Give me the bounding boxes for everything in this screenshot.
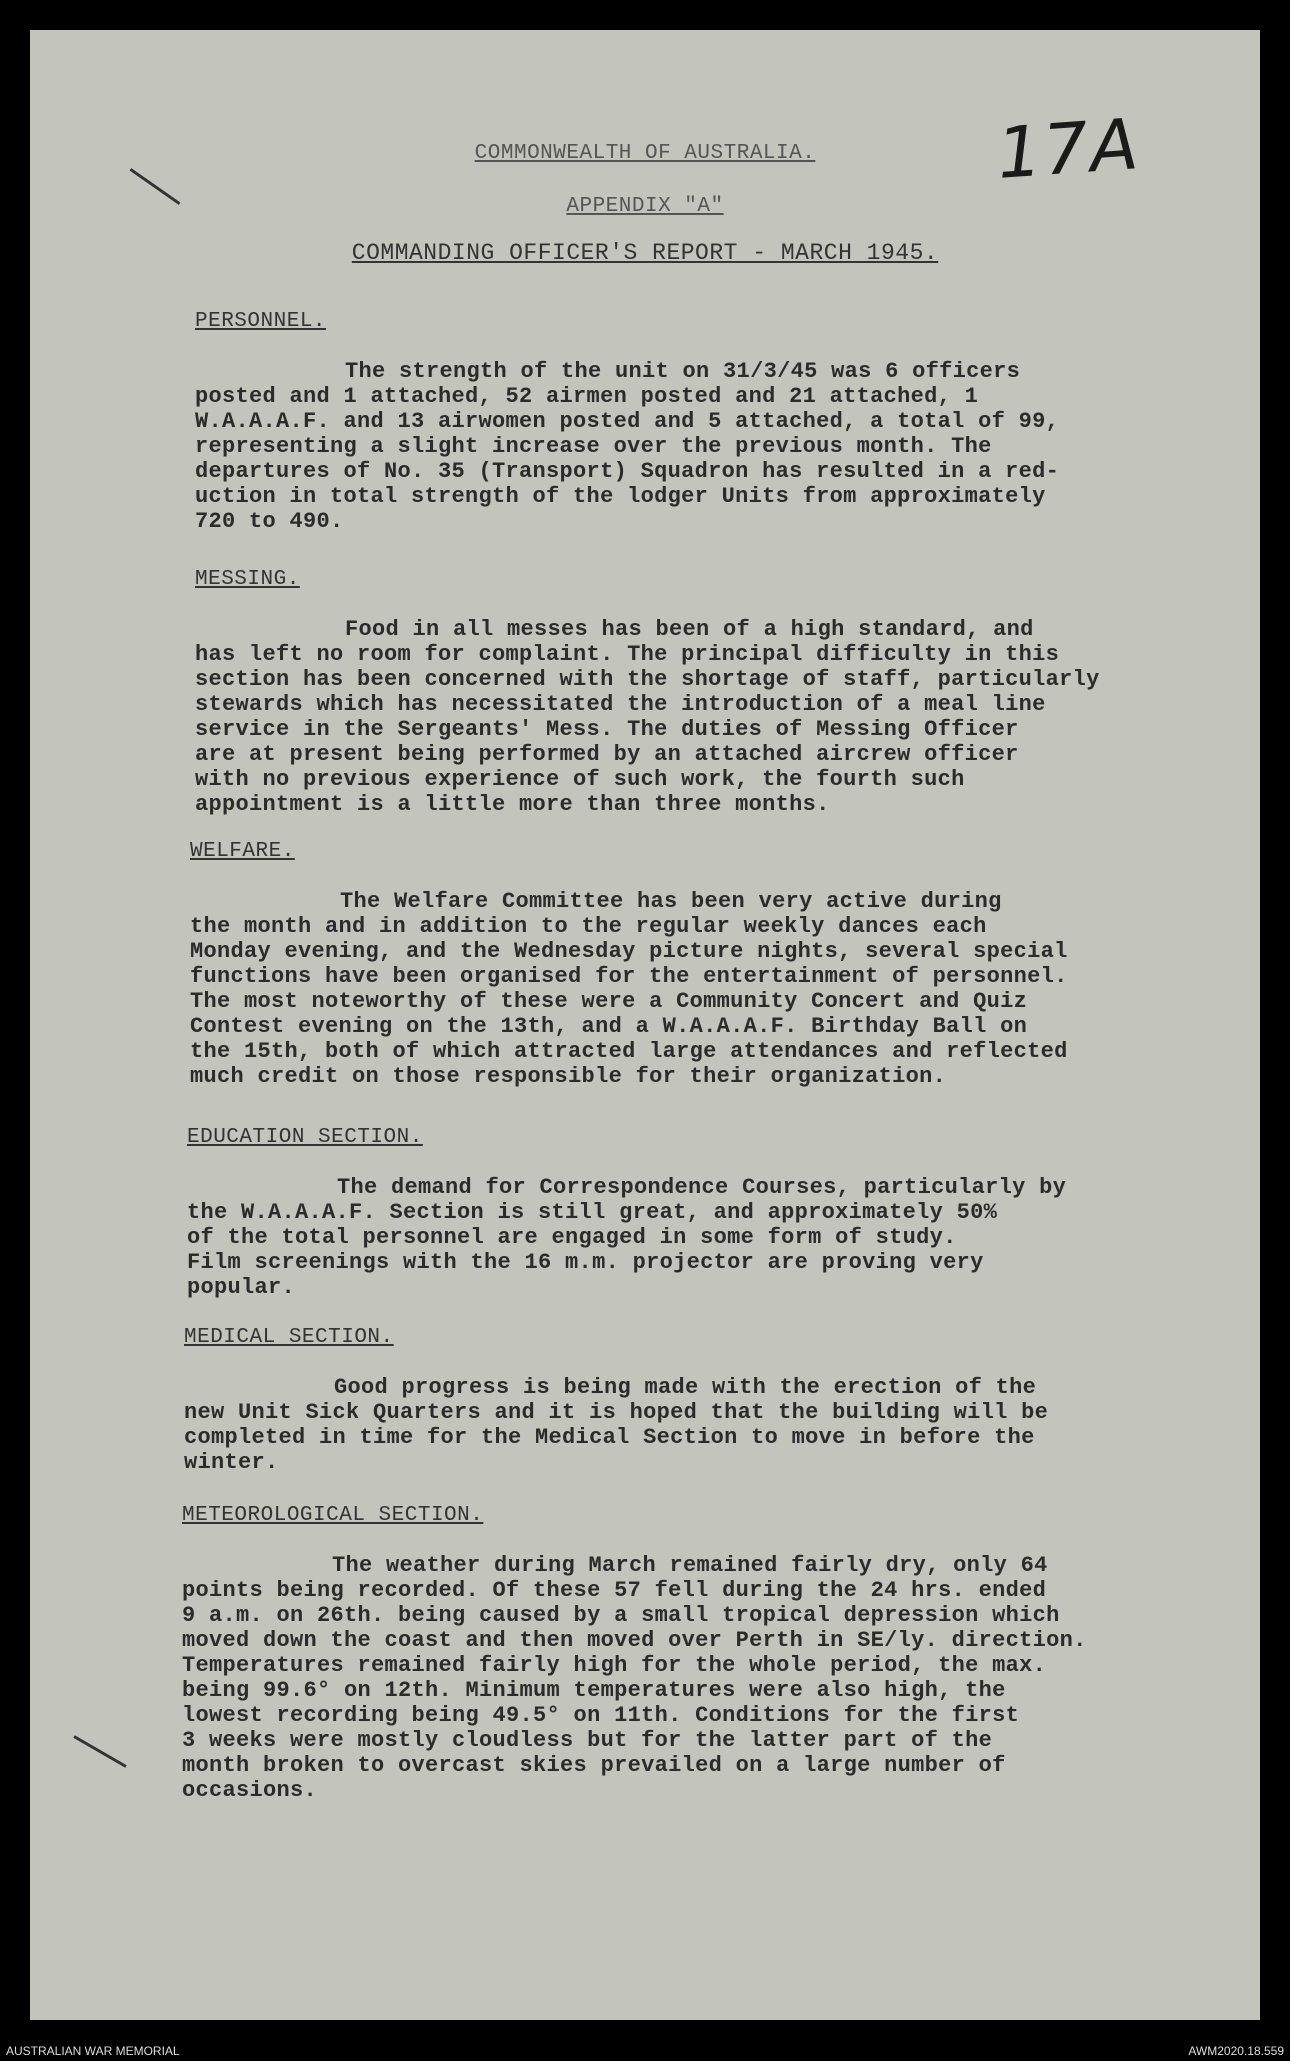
section-body: The strength of the unit on 31/3/45 was 6 officers posted and 1 attached, 52 airmen posted and 21 attached, 1 W.A.A.A.F. and 13 airwomen posted and 5 attached, a total of 99, representing a slight increase over the previous month. The departures of No. 35 (Transport) Squadron has resulted in a red- uction in total strength of the lodger Units from approximately 720 to 490. [195,359,1060,534]
section-meteorological [182,1504,1142,1803]
section-medical [184,1326,1144,1475]
header-commonwealth: COMMONWEALTH OF AUSTRALIA. [474,142,816,165]
footer-institution: AUSTRALIAN WAR MEMORIAL [6,2044,180,2058]
section-body: Good progress is being made with the erection of the new Unit Sick Quarters and it is hoped that the building will be completed in time for the Medical Section to move in before the winter. [184,1375,1049,1475]
section-body: Food in all messes has been of a high standard, and has left no room for complaint. The principal difficulty in this section has been concerned with the shortage of staff, particularly stewards which has necessitated the introduction of a meal line service in the Sergeants' Mess. The duties of Messing Officer are at present being performed by an attached aircrew officer with no previous experience of such work, the fourth such appointment is a little more than three months. [195,617,1100,817]
section-heading: METEOROLOGICAL SECTION. [182,1504,484,1527]
section-heading: MESSING. [195,568,300,591]
footer-accession-number: AWM2020.18.559 [1188,2044,1284,2058]
section-heading: WELFARE. [190,840,295,863]
section-education [187,1126,1147,1300]
archive-footer [0,2040,1290,2061]
document-page [30,30,1260,2020]
section-body: The weather during March remained fairly dry, only 64 points being recorded. Of these 57 fell during the 24 hrs. ended 9 a.m. on 26th. being caused by a small tropical depression which moved down the coast and then moved over Perth in SE/ly. direction. Temperatures remained fairly high for the whole period, the max. being 99.6° on 12th. Minimum temperatures were also high, the lowest recording being 49.5° on 11th. Conditions for the first 3 weeks were mostly cloudless but for the latter part of the month broken to overcast skies prevailed on a large number of occasions. [182,1553,1087,1803]
section-heading: PERSONNEL. [195,310,327,333]
section-body: The demand for Correspondence Courses, particularly by the W.A.A.A.F. Section is still great, and approximately 50% of the total personnel are engaged in some form of study. Film screenings with the 16 m.m. projector are proving very popular. [187,1175,1067,1300]
section-heading: MEDICAL SECTION. [184,1326,394,1349]
section-heading: EDUCATION SECTION. [187,1126,423,1149]
folio-number: 17A [994,103,1143,195]
report-title: COMMANDING OFFICER'S REPORT - MARCH 1945. [351,240,939,266]
section-body: The Welfare Committee has been very active during the month and in addition to the regular weekly dances each Monday evening, and the Wednesday picture nights, several special functions have been organised for the entertainment of personnel. The most noteworthy of these were a Community Concert and Quiz Contest evening on the 13th, and a W.A.A.A.F. Birthday Ball on the 15th, both of which attracted large attendances and reflected much credit on those responsible for their organization. [190,889,1068,1089]
header-appendix: APPENDIX "A" [566,195,724,218]
section-messing [195,568,1155,817]
section-welfare [190,840,1150,1089]
section-personnel [195,310,1155,534]
page-tear [73,1735,126,1768]
